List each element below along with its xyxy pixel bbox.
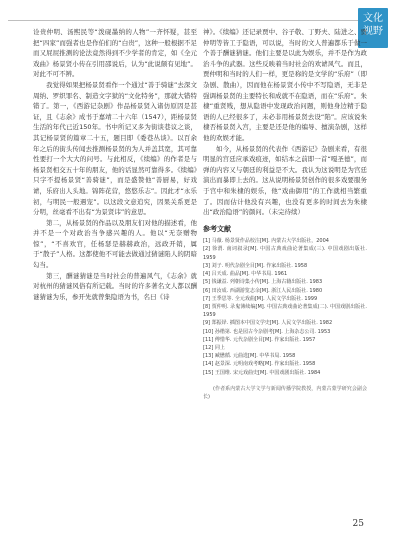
left-column: [33, 27, 197, 302]
reference-item: [7] 王季思等. 全元戏曲[M]. 人民文学出版社. 1999: [203, 295, 318, 302]
reference-item: [5] 钱谦益. 列朝诗集小传[M]. 上海古籍出版社. 1983: [203, 279, 323, 286]
paragraph: 第二，从杨景贤的作品以及朋友们对他的描述看，他并不是一个对政治当争感兴趣的人。他以“无奈赠物惊”，“不喜欢官，任杨瑟是赫赫政治，远政开销，属于“散子”人格。这都使他不可能去做通过猜谜陷人的阴暗勾当。: [33, 218, 197, 270]
reference-item: [1] 马薇. 杨景贤作品校注[M]. 内蒙古大学出版社，2004: [203, 238, 329, 245]
header-rule: [8, 20, 362, 21]
reference-item: [8] 贾仲明. 录鬼簿续编[M]. 中国古典戏曲论著集成(二). 中国戏剧出版社. 1959: [203, 303, 367, 319]
references-list: [203, 237, 367, 376]
page-number: 25: [352, 519, 364, 529]
badge-line-1: 文化: [363, 13, 383, 24]
reference-item: [13] 臧懋循. 元曲选[M]. 中华书局. 1958: [203, 353, 296, 360]
reference-item: [9] 郑振铎. 插图本中国文学史[M]. 人民文学出版社. 1982: [203, 320, 333, 327]
references-heading: 参考文献: [203, 224, 231, 233]
reference-item: [14] 赵景深. 元明南戏考略[M]. 作家出版社. 1958: [203, 361, 316, 368]
reference-item: [3] 刘子. 明代杂剧全目[M]. 作家出版社. 1958: [203, 262, 308, 269]
paragraph: 神》。《续编》还记录贾中、谷子敬、丁野夫、陆进之、贾仲明等皆工于隐语，可以说，当时的文人普遍都乐于做一个善于酬谜猜谜。他们主要是以此为娱乐，并不是作为政治斗争的武器。这些反映着当时社会的欢谑风气。而且，贾仲明和当时的人们一样，更是称的是文学的“乐府”（即杂剧、散曲），因而他在杨景贤小传中不写隐语，无非是强调杨景贤的主要特长和成就不在隐语，而在“乐府”。朱棣“重贤贱，想从隐语中发现政治问题，则他身边精于隐语的人已经很多了，未必非用杨景贤去设“陷”。应该说朱棣否杨景贤入宫，主要是还是他的编导、擅演杂剧，这样他的欢娱才能。: [203, 28, 367, 142]
paragraph: 诠贵仲明、汤熙民等“泼砚墨纳的人物”一齐怀疑，甚至把“四家”而强者也是作伯们的“白贵”，这种一般根据不足而又屁屁推测的论法竟然得到不少学者的肯定，如《全元戏曲》杨景贤小传在引用邵说后，认为“此说颇有见地”。对此不可不辨。: [33, 28, 197, 79]
right-column: [203, 27, 367, 401]
reference-item: [4] 吕天成. 曲品[M]. 中华书局. 1961: [203, 271, 288, 278]
reference-item: [15] 王国维. 宋元戏曲史[M]. 中国戏剧出版社. 1984: [203, 369, 321, 376]
reference-item: [11] 傅惜华. 元代杂剧全目[M]. 作家出版社. 1957: [203, 336, 316, 343]
reference-item: [6] 田汝成. 西湖游览志余[M]. 浙江人民出版社. 1980: [203, 287, 323, 294]
paragraph: 我觉得如果把杨景贤看作一个通过“善于骑谜”去深文周纳、罗织罪名、制造文字狱的“文化特务”，那就大错特错了。第一，《西游记杂剧》作品杨景贤入诸仿原因是甚证，且《志余》成书于嘉靖二十六年（1547），距杨景贤生活的年代已近150年。书中所记又多为街谈巷议之谈，其记杨景贤的篇章二十五，题目即《委巷丛谈》。以百余年之后的街头传闻去推测杨景贤的为人并盖其宽，其可靠性要打一个大大的问号。与此相反，《续编》的作者是与杨景贤相交五十年的朋友，他的话显然可靠得多。《续编》只字不提杨景贤“善骑谜”，而是盛赞他“善厨易，好戏谑，乐府出人头地。锦阵花营，悠悠乐志”。因此才“永乐初，与明民一般遇宠”。以这段文意追究，因果关系更是分明，丝毫看不出有“为景贤讳”的意思。: [33, 80, 197, 217]
author-note: (作者系内蒙古大学文学与新闻传播学院教授，内蒙古蒙学研究会副会长): [203, 385, 367, 400]
reference-item: [2] 徐渭. 南词叙录[M]. 中国古典戏曲论著集成(三). 中国戏剧出版社. 1959: [203, 246, 367, 261]
reference-item: [12] 同上: [203, 344, 225, 351]
paragraph: 第三，酬谜猜谜是当时社会的普遍风气，《志余》就对杭州的猜谜风俗有所记载。当时的许多著名文人都以酬谜猜谜为乐，参开先就曾集隐语为书，名曰《诗: [33, 271, 197, 301]
paragraph: 如今，从杨景贤的代表作《西游记》杂剧来看，有很明显的宫廷应承戏痕迹，如结本之前即一首“嘎圣德”，而弹的内容又与朝廷的利益是不大。我认为这说明是为宫廷演出而暴即上去的。这从说明杨景贤创作的很多戏要服务于宫中和朱棣的娱乐，他“戏曲御用”的工作就相当繁重了。因而估计他没有兴趣，也没有更多的时间去为朱棣出“政治隐语”的颜问。（未完待续）: [203, 144, 367, 217]
reference-item: [10] 孙楷第. 也是园古今杂剧考[M]. 上海杂志公司. 1953: [203, 328, 331, 335]
badge-line-2: 视野: [363, 26, 383, 37]
